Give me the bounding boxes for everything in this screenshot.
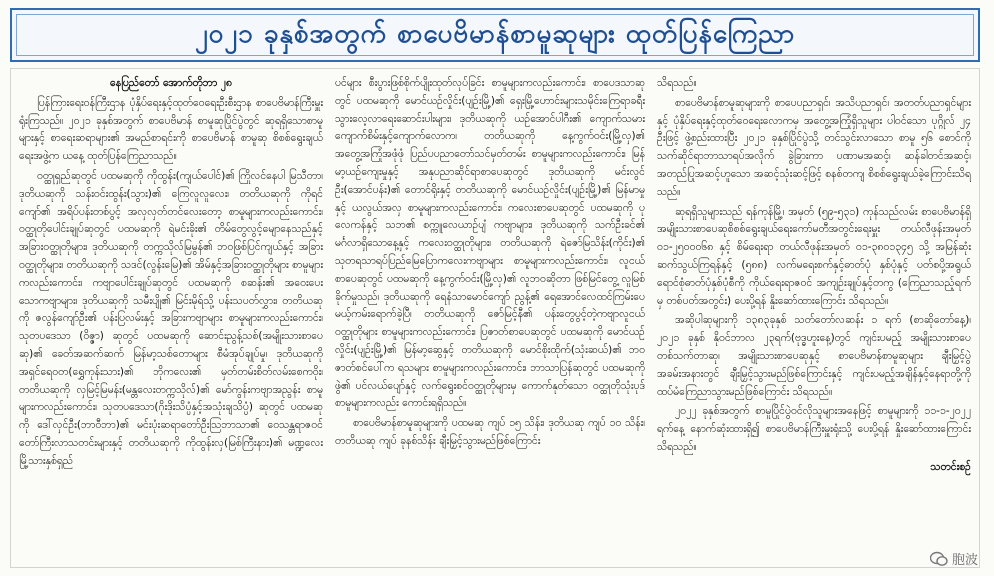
paragraph: သိရသည်။ (657, 77, 697, 89)
article-column-2 (335, 75, 645, 563)
paragraph: ဆုရရှိသူများသည် ရန်ကုန်မြို့၊ အမှတ် (၅၉-၅၃၁) ကုန်သည်လမ်း စာပေဗိမာန်ရှိ အမျိုးသားစာပေဆုစိစစ်ရွေးချယ်ရေးကော်မတီအတွင်းရေးမှူး တယ်လီဖုန်းအမှတ် ၀၁-၂၅၀၀၀၆၈ နှင့် စိမ်ရေးရာ တယ်လီဖုန်းအမှတ် ၀၁-၃၈၀၁၃၄၅ သို့ အမြန်ဆုံးဆက်သွယ်ကြရန်နှင့် (၅၈၈) လက်မရေးစက်နှင့်ဓာတ်ပုံ နှစ်ပုံနှင့် ပတ်စပို့အရွယ် ရောင်စုံဓာတ်ပုံနှစ်ပုံစီကို ကိုယ်ရေးရာဇဝင် အကျဉ်းချုပ်နှင့်တကွ (ကြေညာသည့်ရက်မှ တစ်ပတ်အတွင်း) ပေးပို့ရန် နှိုးဆော်ထားကြောင်း သိရသည်။ (657, 205, 971, 307)
paragraph: ပင်များ စီးပွားဖြစ်စိုက်ပျိုးထုတ်လုပ်ခြင်း စာမူများကလည်းကောင်း၊ စာပေဒသာဆုတွင် ပထမဆုကို မောင်ယဉ်လှိုင်း(ပျဉ်းမြို့)၏ ရှေးမြို့ဟောင်းများသမိုင်းကြေရာခရီး သွားလေ့လာရေးဆောင်းပါးများ၊ ဒုတိယဆုကို ယဉ်အောင်ပါဂီး၏ ကျောက်သမားကျောက်စိမ်းနှင့်ကျောက်လောက၊ တတိယဆုကို နေ့ကွက်ဝင်း(မြို့လှ)၏ အတွေ့အကြုံအဖုံဖုံ ပြည်ပပညာတော်သင်မှတ်တမ်း စာမူများကလည်းကောင်း၊ မြန်မာ့ယဉ်ကျေးမှုနှင့် အနုပညာဆိုင်ရာစာပေဆုတွင် ဒုတိယဆုကို မင်းလွင်ဦး(အောင်ပန်း)၏ တောင်ရိုးနှင့် တတိယဆုကို မောင်ယဉ်လှိုင်း(ပျဉ်းမြို့)၏ မြန်မာမှုနှင့် ယလွယ်အလှ စာမူများကလည်းကောင်း၊ ကလေးစာပေဆုတွင် ပထမဆုကို ပုလေကန်နှင့် သဘ၏ စက္ကူလေယာဉ်ပျံ ကဗျာများ၊ ဒုတိယဆုကို သက်ဦးခင်၏ မင်္ဂလာရှိသောနေ့နှင့် ကလေးဝတ္ထုတိုများ၊ တတိယဆုကို ရဲဇော်မြသိန်း(ကိုင်း)၏ သုတရသာရပ်ပြည်မြေပြောကလေးကဗျာများ စာမူများကလည်းကောင်း၊ လူငယ်စာပေဆုတွင် ပထမဆုကို နေ့ကွက်ဝင်း(မြို့လှ)၏ လူဘဝဆိုတာ ဖြစ်မြင်တွေ့ လူမြစ်ခိုက်မှုသည်၊ ဒုတိယဆုကို ရေနံသာမောင်ကျော် ညွန့်၏ ရေအောင်လေထင်ကြမ်းပေမယ့်ကမ်းရောက်ခဲ့ပြီ၊ တတိယဆုကို ဇော်မြင့်နီ၏ ပန်းတွေပွင့်တဲ့ကဗျာလူငယ် ဝတ္ထုတိုများ စာမူများကလည်းကောင်း၊ ပြဇာတ်စာပေဆုတွင် ပထမဆုကို မောင်ယဉ်လှိုင်း(ပျဉ်းမြို့)၏ မြန်မာ့ဆွေနှင့် တတိယဆုကို မောင်စိုးထိုက်(သုံးဆယ်)၏ ဘဝဇာတ်စင်ပေါ်က ရသများ စာမူများကလည်းကောင်း၊ ဘာသာပြန်ဆုတွင် ပထမဆုကို ဖွဲ၏ ပင်လယ်ပျော်နှင့် လက်ရွေးစင်ဝတ္ထုတိုများမှ ကောက်နုတ်သော ဝတ္ထုတိုသုံးပုဒ် စာမူများကလည်း ကောင်းရရှိသည်။ (335, 77, 645, 410)
article-body (10, 68, 980, 568)
paragraph: စာပေဗိမာန်စာမူဆုများကို ပထမဆု ကျပ် ၁၅ သိန်း၊ ဒုတိယဆု ကျပ် ၁၀ သိန်း၊ တတိယဆု ကျပ် ခုနစ်သိန်း ချီးမြှင့်သွားမည်ဖြစ်ကြောင်း (335, 417, 645, 447)
article-column-1 (19, 75, 323, 563)
watermark (930, 549, 978, 568)
paragraph: ဝတ္ထုရှည်ဆုတွင် ပထမဆုကို ကိုထွန်း(ကျယ်ပေါင်)၏ ကြိုလင်နေပါ မြသီတာ၊ ဒုတိယဆုကို သန်းဝင်းထွန်း(သွား)၏ ကြေလူလူလေး၊ တတိယဆုကို ကိုရင်ကျော်၏ အရိပ်ပန်းတစ်ပွင့် အလှလှတ်တင်လေးတော့ စာမူများကလည်းကောင်း၊ ဝတ္ထုတိုပေါင်းချုပ်ဆုတွင် ပထမဆုကို ရဲမင်းခိုး၏ တိမ်တွေလွင့်မျောနေသည်နှင့် အခြားဝတ္ထုတိုများ၊ ဒုတိယဆုကို တက္ကသိုလ်မြမွန်၏ ဘဝဖြစ်ပြင်ကျယ်နှင့် အခြားဝတ္ထုတိုများ၊ တတိယဆုကို သဒင်(လွန်းမြေ)၏ အိမ်နှင့်အခြားဝတ္ထုတိုများ စာမူများကလည်းကောင်း၊ ကဗျာပေါင်းချုပ်ဆုတွင် ပထမဆုကို စဆန်း၏ အဝေးပေးသောကဗျာများ၊ ဒုတိယဆုကို သမီးပျို၏ မြင်းမိုရ်သို့ ပန်းသပတ်လွှား၊ တတိယဆုကို ဇလွန်ကျော်ဦး၏ ပန်းပြလမ်းနှင့် အခြားကဗျာများ စာမူများကလည်းကောင်း၊ သုတပဒေသာ (ဝိဇ္ဇာ) ဆုတွင် ပထမဆုကို ဆောင်းညွန့်သစ်(အမျိုးသားစာပေဆု)၏ ခေတ်အဆက်ဆက် မြန်မာ့သစ်တောများ စီမံအုပ်ချုပ်မှု၊ ဒုတိယဆုကို အရှင်ရေဝတ(ရွှေကုန်းသား)၏ ဘိုကလေး၏ မှတ်တမ်းစိတ်လမ်းစေကဝိုး၊ တတိယဆုကို လှမြင့်မြမန်း(မန္တလေးတက္ကသိုလ်)၏ မော်ကွန်းကဗျာအညွန်း စာမူများကလည်းကောင်း၊ သုတပဒေသာ(ဂိုးဒိုးသိပ္ပံနှင့်အသုံးချသိပ္ပံ) ဆုတွင် ပထမဆုကို ဒေါ်လှင်ဦး(ဘာဝီဘာ)၏ မင်းပုံးဆရာတော်ဦးသြဘာသာ၏ ဝေသန္တရာဇဝင်တော်ကြီးလာသတင်းများနှင့် တတိယဆုကို ကိုထွန်းလှ(မြစ်ကြီးနား)၏ မဏ္ဍလေးမြို့သားနှစ်ရှည် (19, 169, 323, 467)
headline: ၂၀၂၁ ခုနှစ်အတွက် စာပေဗိမာန်စာမူဆုများ ထုတ်ပြန်ကြေညာ (194, 18, 796, 49)
paragraph: စာပေဗိမာန်စာမူဆုများကို စာပေပညာရှင်၊ အသိပညာရှင်၊ အတတ်ပညာရှင်များနှင့် ပုံနှိပ်ရေးနှင့်ထုတ်ဝေရေးလောကမှ အတွေ့အကြုံရှိသူများ ပါဝင်သော ပုဂ္ဂိုလ် ၂၄ ဦးဖြင့် ဖွဲ့စည်းထားပြီး ၂၀၂၁ ခုနှစ်ပြိုင်ပွဲသို့ တင်သွင်းလာသော စာမူ ၅၆ စောင်ကို သက်ဆိုင်ရာဘာသာရပ်အလိုက် ခွဲခြားကာ ပဏာမအဆင့်၊ ဆန်ခါတင်အဆင့်၊ အတည်ပြုအဆင့်ဟူသော အဆင့်သုံးဆင့်ဖြင့် စနစ်တကျ စိစစ်ရွေးချယ်ခဲ့ကြောင်းသိရသည်။ (657, 96, 971, 198)
dateline: နေပြည်တော် အောက်တိုဘာ ၂၈ (110, 77, 232, 89)
headline-box (10, 8, 980, 62)
paragraph: ပြန်ကြားရေးဝန်ကြီးဌာန ပုံနှိပ်ရေးနှင့်ထုတ်ဝေရေးဦးစီးဌာန စာပေဗိမာန်ကြီးမှူးရုံးကြသည်။ ၂၀၂၁ ခုနှစ်အတွက် စာပေဗိမာန် စာမူဆုပြိုင်ပွဲတွင် ဆုရရှိသောစာမူများနှင့် စာရေးဆရာများ၏ အမည်စာရင်းကို စာပေဗိမာန် စာမူဆု စိစစ်ရွေးချယ်ရေးအဖွဲ့က ယနေ့ ထုတ်ပြန်ကြေညာသည်။ (19, 96, 323, 163)
paragraph: အဆိုပါဆုများကို ၁၃၈၃ခုနှစ် သတ်တော်လဆန်း ၁ ရက် (စာဆိုတော်နေ့)၊ ၂၀၂၁ ခုနှစ် နိုဝင်ဘာလ ၂၃ရက်(ဗုဒ္ဓဟူးနေ့)တွင် ကျင်းပမည့် အမျိုးသားစာပေတစ်သက်တာဆု၊ အမျိုးသားစာပေဆုနှင့် စာပေဗိမာန်စာမူဆုများ ချီးမြှင့်ပွဲအခမ်းအနားတွင် ချီးမြှင့်သွားမည်ဖြစ်ကြောင်းနှင့် ကျင်းပမည့်အချိန်နှင့်နေရာတို့ကို ထပ်မံကြေညာသွားမည်ဖြစ်ကြောင်း သိရသည်။ (657, 314, 971, 398)
paragraph: ၂၀၂၂ ခုနှစ်အတွက် စာမူပြိုင်ပွဲဝင်လိုသူများအနေဖြင့် စာမူများကို ၁၁-၁-၂၀၂၂ ရက်နေ့ နောက်ဆုံးထားရှိ၍ စာပေဗိမာန်ကြီးမှူးရုံးသို့ ပေးပို့ရန် နှိုးဆော်ထားကြောင်း သိရသည်။ (657, 405, 971, 453)
byline: သတင်းစဉ် (930, 460, 971, 473)
chat-bubble-icon (930, 551, 948, 567)
watermark-text: 胞波 (951, 553, 978, 568)
article-column-3 (657, 75, 971, 563)
